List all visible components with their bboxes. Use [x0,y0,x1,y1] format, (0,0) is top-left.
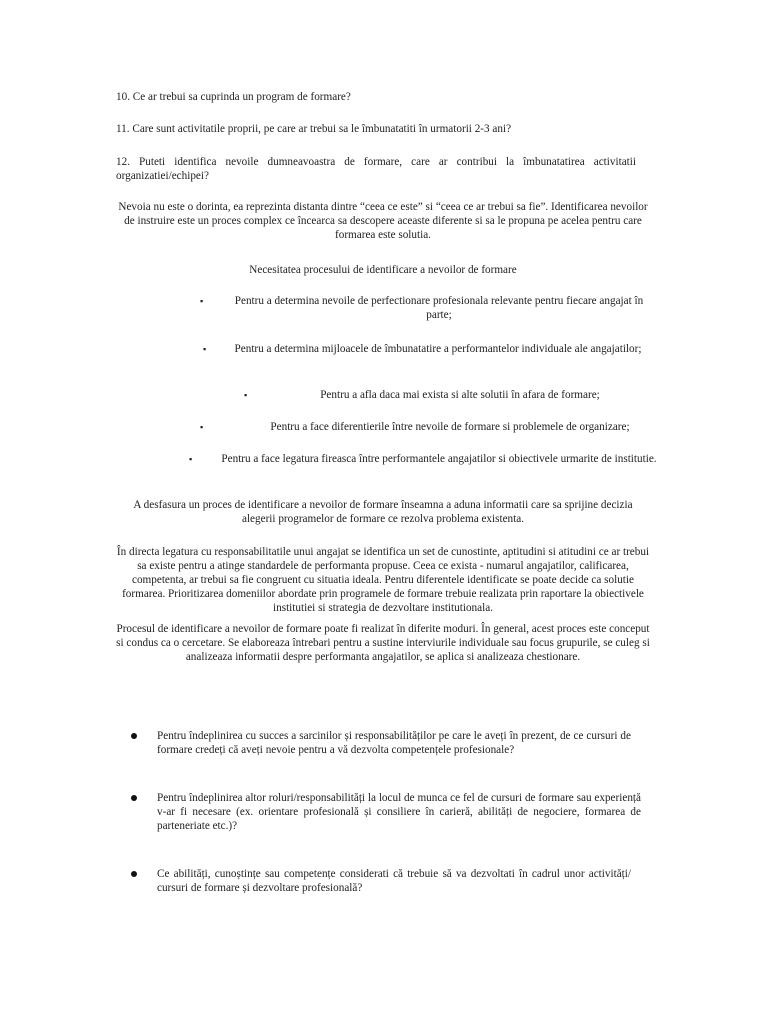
necessity-item-text: Pentru a determina nevoile de perfectionare profesionala relevante pentru fiecare angajat în parte; [234,295,644,321]
process-paragraph: A desfasura un proces de identificare a nevoilor de formare înseamna a aduna informatii care sa sprijine decizia alegerii programelor de formare ce rezolva problema existenta. [133,499,633,525]
round-bullet-icon [131,733,137,739]
round-bullet-icon [131,795,137,801]
methods-paragraph: Procesul de identificare a nevoilor de formare poate fi realizat în diferite moduri. În general, acest proces este conceput si condus ca o cercetare. Se elaboreaza întrebari pentru a sustine interviurile individuale sau focus grupurile, se culeg si analizeaza informatii despre performanta angajatilor, se aplica si analizeaza chestionare. [116,623,650,663]
necessity-heading: Necesitatea procesului de identificare a nevoilor de formare [249,264,517,276]
square-bullet-icon: ▪ [244,390,248,400]
responsibilities-paragraph: În directa legatura cu responsabilitatile unui angajat se identifica un set de cunostinte, aptitudini si atitudini ce ar trebui sa existe pentru a atinge standardele de performanta propuse. Ceea ce exista - numarul angajatilor, calificarea, competenta, ar trebui sa fie congruent cu situatia ideala. Pentru diferentele identificate se poate decide ca solutie formarea. Prioritizarea domeniilor abordate prin programele de formare trebuie realizata prin raportare la obiectivele institutiei si strategia de dezvoltare institutionala. [116,546,650,614]
survey-question-text: Ce abilități, cunoștințe sau competențe considerati că trebuie să va dezvoltati în cadrul unor activități/ cursuri de formare și dezvoltare profesională? [157,868,631,894]
question-11: 11. Care sunt activitatile proprii, pe care ar trebui sa le îmbunatatiti în urmatorii 2-3 ani? [116,123,512,135]
round-bullet-icon [131,871,137,877]
necessity-item-text: Pentru a determina mijloacele de îmbunatatire a performantelor individuale ale angajatilor; [234,343,642,355]
square-bullet-icon: ▪ [203,344,207,354]
question-12: 12. Puteti identifica nevoile dumneavoastra de formare, care ar contribui la îmbunatatirea activitatii organizatiei/echipei? [116,156,636,182]
square-bullet-icon: ▪ [189,454,193,464]
square-bullet-icon: ▪ [200,422,204,432]
intro-paragraph: Nevoia nu este o dorinta, ea reprezinta distanta dintre “ceea ce este” si “ceea ce ar trebui sa fie”. Identificarea nevoilor de instruire este un proces complex ce încearca sa descopere aceaste diferente si sa le propuna pe acelea pentru care formarea este solutia. [118,201,648,241]
square-bullet-icon: ▪ [200,296,204,306]
survey-question-text: Pentru îndeplinirea cu succes a sarcinilor și responsabilităților pe care le aveți în prezent, de ce cursuri de formare credeți că aveți nevoie pentru a vă dezvolta competențele profesionale? [157,730,631,756]
question-10: 10. Ce ar trebui sa cuprinda un program de formare? [116,91,351,103]
necessity-item-text: Pentru a face legatura fireasca între performantele angajatilor si obiectivele urmarite de institutie. [221,453,657,465]
necessity-item-text: Pentru a face diferentierile între nevoile de formare si problemele de organizare; [270,421,630,433]
survey-question-text: Pentru îndeplinirea altor roluri/responsabilități la locul de munca ce fel de cursuri de formare sau experiență v-ar fi necesare (ex. orientare profesională și consiliere în carieră, abilități de negociere, formarea de parteneriate etc.)? [157,792,641,832]
necessity-item-text: Pentru a afla daca mai exista si alte solutii în afara de formare; [320,389,600,401]
